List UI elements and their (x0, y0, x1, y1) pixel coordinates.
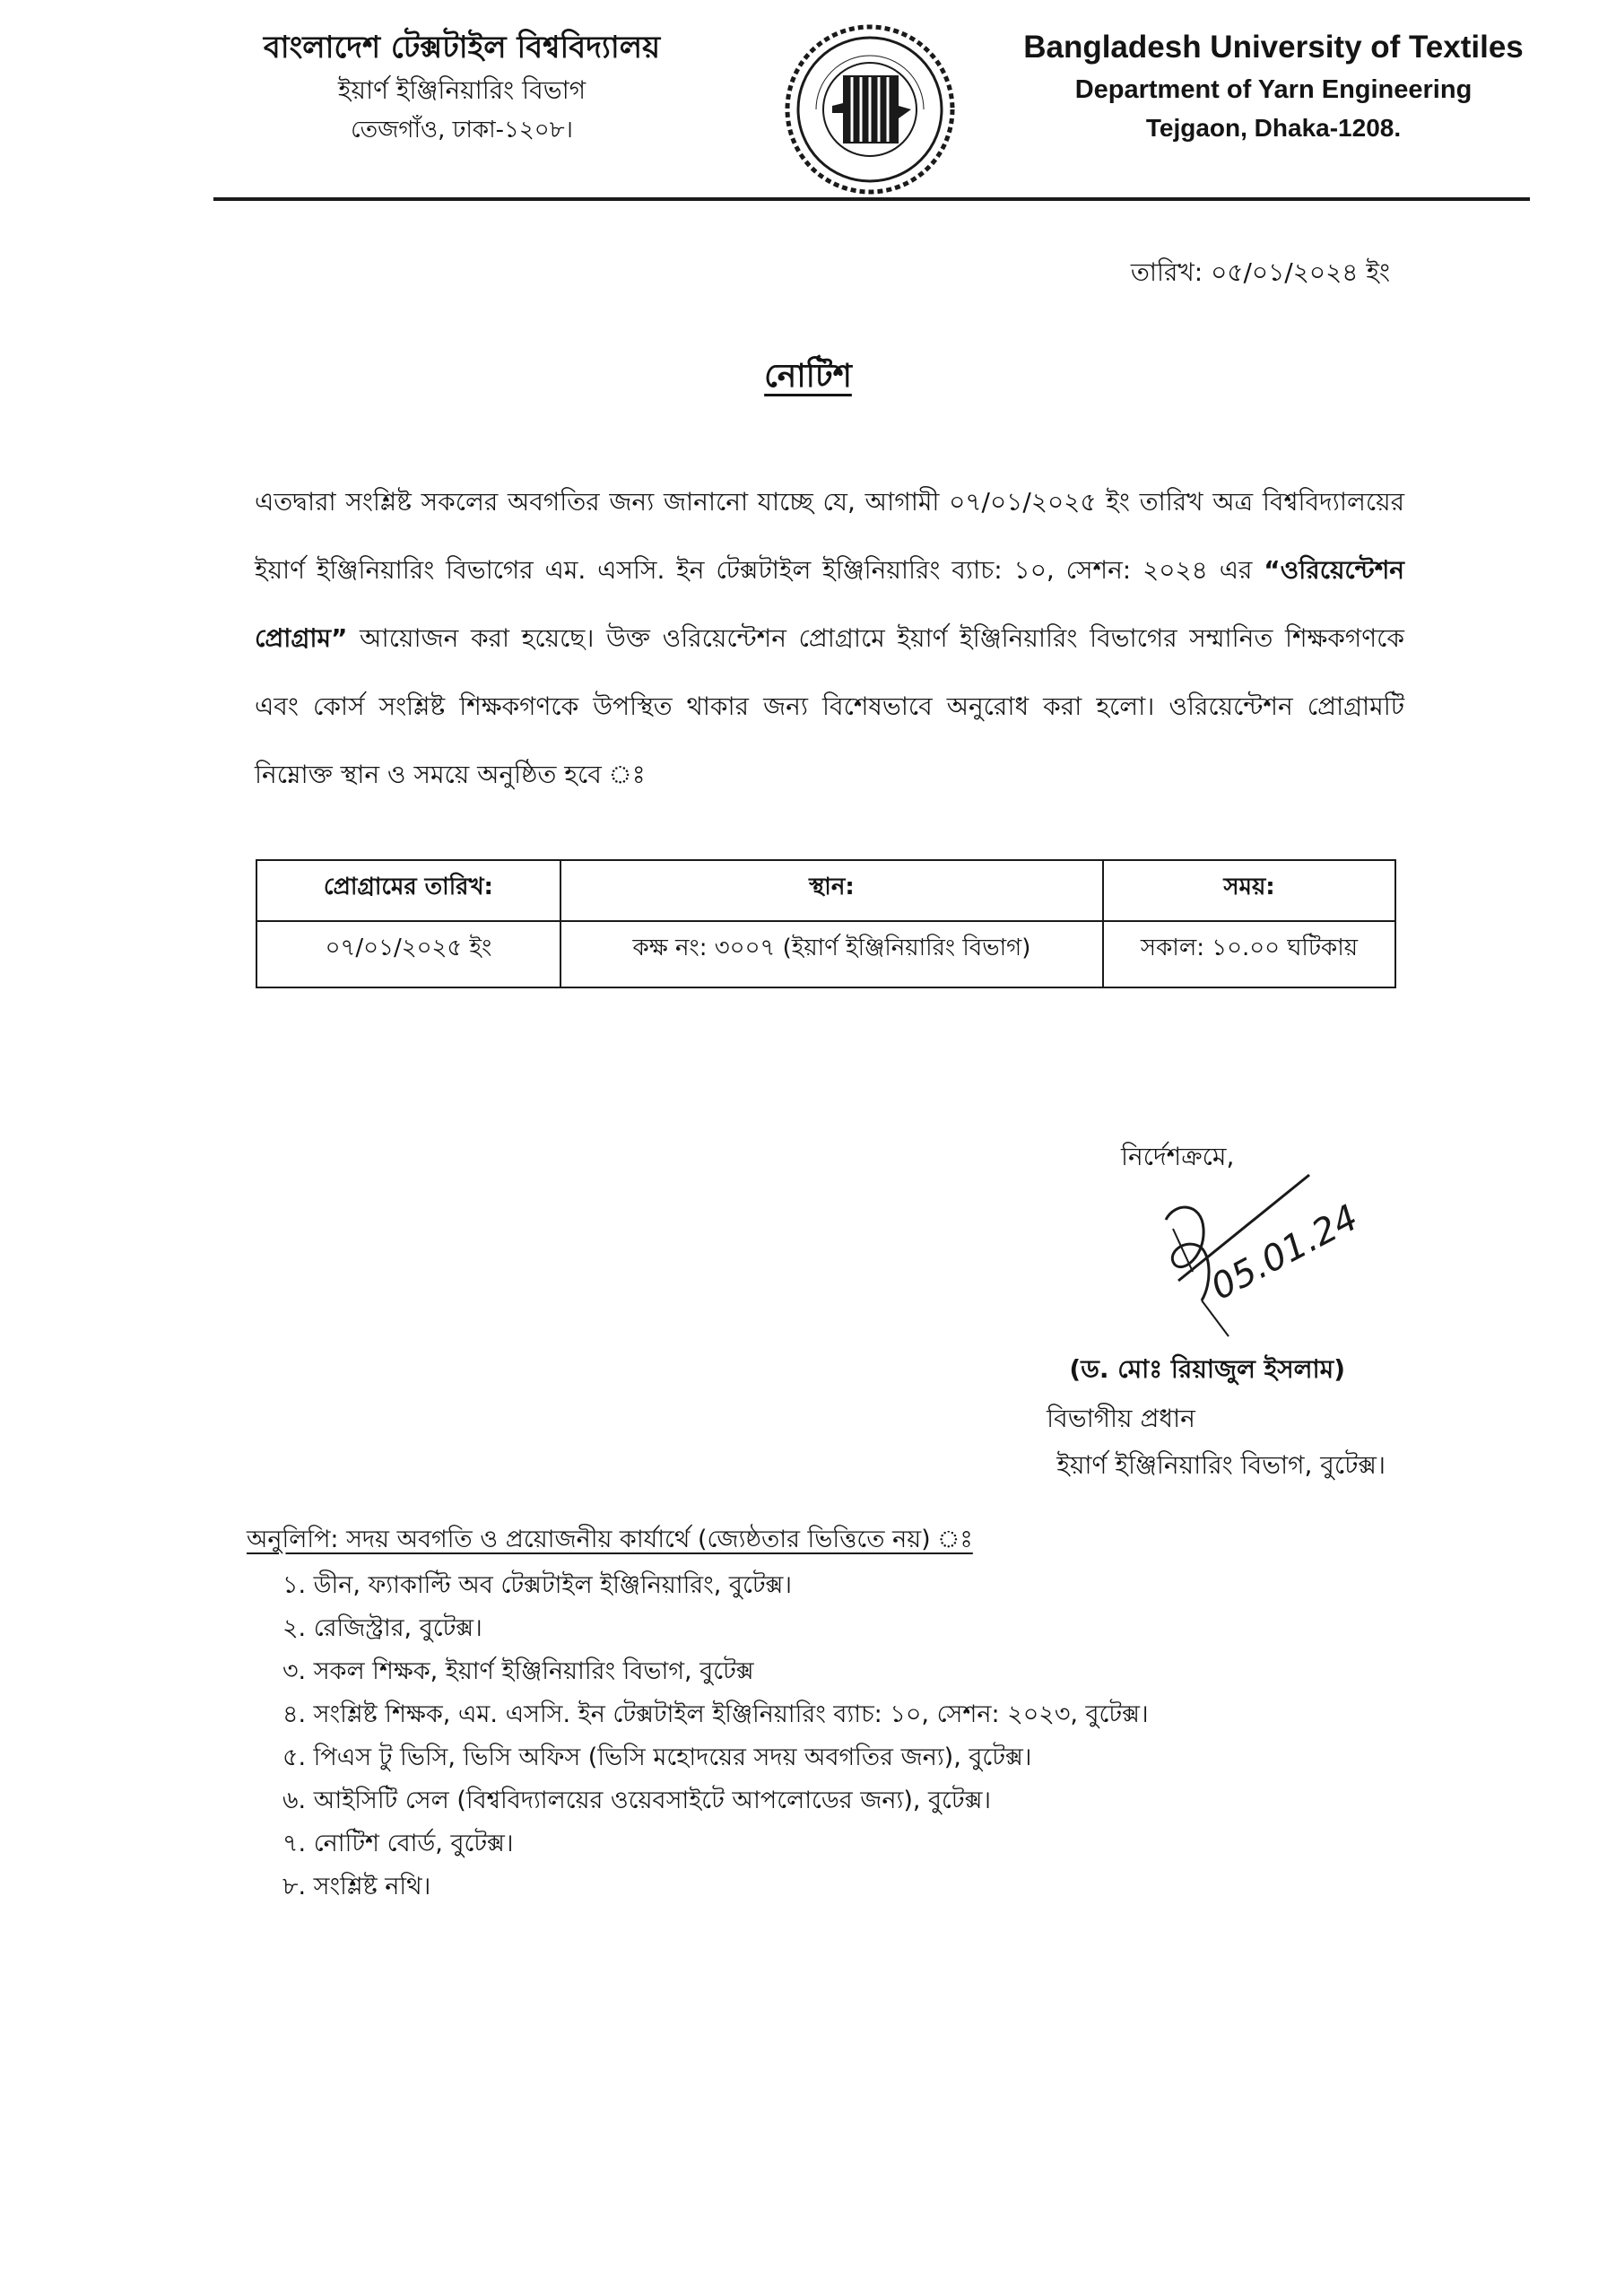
en-address: Tejgaon, Dhaka-1208. (1145, 114, 1402, 142)
signatory-department: ইয়ার্ণ ইঞ্জিনিয়ারিং বিভাগ, বুটেক্স। (1056, 1450, 1386, 1480)
header-time: সময়: (1103, 860, 1395, 921)
notice-body (255, 468, 1404, 809)
handwritten-date: 05.01.24 (1204, 1196, 1365, 1309)
bn-address: তেজগাঁও, ঢাকা-১২০৮। (351, 117, 573, 144)
signatory-title: বিভাগীয় প্রধান (1047, 1404, 1195, 1433)
copies-list-item: ১. ডীন, ফ্যাকাল্টি অব টেক্সটাইল ইঞ্জিনিয়ারিং, বুটেক্স। (282, 1571, 793, 1599)
english-header (1004, 25, 1542, 147)
copies-list-item: ৭. নোটিশ বোর্ড, বুটেক্স। (282, 1830, 514, 1857)
notice-title-wrap (0, 352, 1616, 405)
handwritten-signature (1148, 1166, 1417, 1345)
cell-date: ০৭/০১/২০২৫ ইং (256, 921, 560, 987)
notice-date: তারিখ: ০৫/০১/২০২৪ ইং (1130, 257, 1390, 287)
body-part-2: আয়োজন করা হয়েছে। উক্ত ওরিয়েন্টেশন প্রোগ্রামে ইয়ার্ণ ইঞ্জিনিয়ারিং বিভাগের সম্মানিত শিক্ষকগণকে এবং কোর্স সংশ্লিষ্ট শিক্ষকগণকে উপস্থিত থাকার জন্য বিশেষভাবে অনুরোধ করা হলো। ওরিয়েন্টেশন প্রোগ্রামটি নিম্নোক্ত স্থান ও সময়ে অনুষ্ঠিত হবে ঃ (255, 623, 1404, 789)
bn-university-name: বাংলাদেশ টেক্সটাইল বিশ্ববিদ্যালয় (263, 30, 661, 65)
cell-time: সকাল: ১০.০০ ঘটিকায় (1103, 921, 1395, 987)
schedule-row (256, 921, 1395, 987)
program-name: “ওরিয়েন্টেশন প্রোগ্রাম” (255, 555, 1404, 653)
university-seal-logo (780, 20, 960, 199)
en-university-name: Bangladesh University of Textiles (1023, 30, 1524, 65)
header-venue: স্থান: (560, 860, 1103, 921)
copies-heading: অনুলিপি: সদয় অবগতি ও প্রয়োজনীয় কার্যার্থে (জ্যেষ্ঠতার ভিত্তিতে নয়) ঃ (247, 1526, 973, 1553)
bn-department-name: ইয়ার্ণ ইঞ্জিনিয়ারিং বিভাগ (337, 75, 586, 105)
notice-title: নোটিশ (764, 358, 852, 395)
cell-venue: কক্ষ নং: ৩০০৭ (ইয়ার্ণ ইঞ্জিনিয়ারিং বিভাগ) (560, 921, 1103, 987)
copies-list (282, 1564, 1149, 1909)
schedule-table (256, 859, 1396, 988)
copies-list-item: ৩. সকল শিক্ষক, ইয়ার্ণ ইঞ্জিনিয়ারিং বিভাগ, বুটেক্স (282, 1657, 754, 1685)
signatory-name: (ড. মোঃ রিয়াজুল ইসলাম) (1069, 1354, 1345, 1384)
header-divider (213, 197, 1530, 201)
copies-list-item: ২. রেজিস্ট্রার, বুটেক্স। (282, 1614, 482, 1642)
bangla-header (211, 25, 713, 149)
schedule-header-row (256, 860, 1395, 921)
header-date: প্রোগ্রামের তারিখ: (256, 860, 560, 921)
copies-list-item: ৫. পিএস টু ভিসি, ভিসি অফিস (ভিসি মহোদয়ের সদয় অবগতির জন্য), বুটেক্স। (282, 1744, 1032, 1771)
body-part-1: এতদ্বারা সংশ্লিষ্ট সকলের অবগতির জন্য জানানো যাচ্ছে যে, আগামী ০৭/০১/২০২৫ ইং তারিখ অত্র বিশ্ববিদ্যালয়ের ইয়ার্ণ ইঞ্জিনিয়ারিং বিভাগের এম. এসসি. ইন টেক্সটাইল ইঞ্জিনিয়ারিং ব্যাচ: ১০, সেশন: ২০২৪ এর (255, 487, 1404, 585)
copies-list-item: ৮. সংশ্লিষ্ট নথি। (282, 1873, 431, 1900)
copies-list-item: ৬. আইসিটি সেল (বিশ্ববিদ্যালয়ের ওয়েবসাইটে আপলোডের জন্য), বুটেক্স। (282, 1787, 992, 1814)
copies-list-item: ৪. সংশ্লিষ্ট শিক্ষক, এম. এসসি. ইন টেক্সটাইল ইঞ্জিনিয়ারিং ব্যাচ: ১০, সেশন: ২০২৩, বুটেক্স। (282, 1700, 1149, 1728)
en-department-name: Department of Yarn Engineering (1074, 75, 1473, 104)
by-order-text: নির্দেশক্রমে, (1121, 1142, 1235, 1171)
